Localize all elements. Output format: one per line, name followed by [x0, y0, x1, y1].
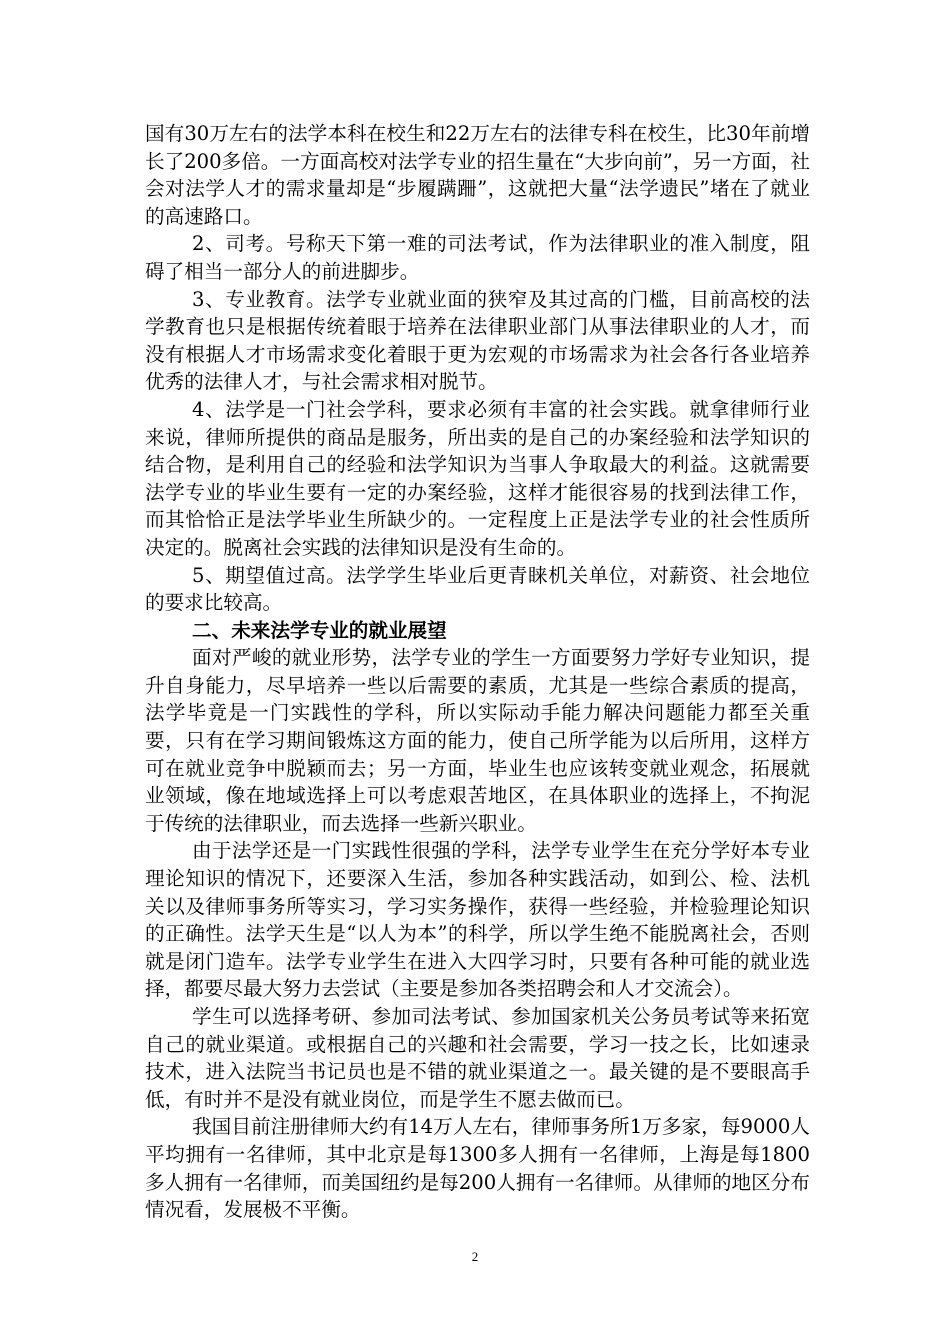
paragraph-lawyer-statistics: 我国目前注册律师大约有14万人左右，律师事务所1万多家，每9000人平均拥有一名律师，其中北京是每1300多人拥有一名律师，上海是每1800多人拥有一名律师，而美国纽约是每200人拥有一名律师。从律师的地区分布情况看，发展极不平衡。 — [145, 1115, 810, 1222]
paragraph-intro: 国有30万左右的法学本科在校生和22万左右的法律专科在校生，比30年前增长了200多倍。一方面高校对法学专业的招生量在“大步向前”，另一方面，社会对法学人才的需求量却是“步履蹒跚”，这就把大量“法学遗民”堵在了就业的高速路口。 — [145, 122, 810, 228]
section-heading: 二、未来法学专业的就业展望 — [192, 618, 447, 642]
page-number: 2 — [471, 1249, 479, 1264]
paragraph-practical-discipline: 由于法学还是一门实践性很强的学科，法学专业学生在充分学好本专业理论知识的情况下，还要深入生活，参加各种实践活动，如到公、检、法机关以及律师事务所等实习，学习实务操作，获得一些经验，并检验理论知识的正确性。法学天生是“以人为本”的科学，所以学生绝不能脱离社会，否则就是闭门造车。法学专业学生在进入大四学习时，只要有各种可能的就业选择，都要尽最大努力去尝试（主要是参加各类招聘会和人才交流会）。 — [145, 839, 810, 1001]
paragraph-high-expectations: 5、期望值过高。法学学生毕业后更青睐机关单位，对薪资、社会地位的要求比较高。 — [145, 563, 810, 615]
document-body — [145, 120, 810, 1224]
paragraph-judicial-exam: 2、司考。号称天下第一难的司法考试，作为法律职业的准入制度，阻碍了相当一部分人的前进脚步。 — [145, 232, 810, 283]
paragraph-professional-education: 3、专业教育。法学专业就业面的狭窄及其过高的门槛，目前高校的法学教育也只是根据传统着眼于培养在法律职业部门从事法律职业的人才，而没有根据人才市场需求变化着眼于更为宏观的市场需求为社会各行各业培养优秀的法律人才，与社会需求相对脱节。 — [145, 287, 810, 394]
paragraph-career-channels: 学生可以选择考研、参加司法考试、参加国家机关公务员考试等来拓宽自己的就业渠道。或根据自己的兴趣和社会需要，学习一技之长，比如速录技术，进入法院当书记员也是不错的就业渠道之一。最关键的是不要眼高手低，有时并不是没有就业岗位，而是学生不愿去做而已。 — [145, 1005, 810, 1111]
paragraph-social-practice: 4、法学是一门社会学科，要求必须有丰富的社会实践。就拿律师行业来说，律师所提供的商品是服务，所出卖的是自己的办案经验和法学知识的结合物，是利用自己的经验和法学知识为当事人争取最大的利益。这就需要法学专业的毕业生要有一定的办案经验，这样才能很容易的找到法律工作，而其恰恰正是法学毕业生所缺少的。一定程度上正是法学专业的社会性质所决定的。脱离社会实践的法律知识是没有生命的。 — [145, 397, 810, 559]
paragraph-employment-situation: 面对严峻的就业形势，法学专业的学生一方面要努力学好专业知识，提升自身能力，尽早培养一些以后需要的素质，尤其是一些综合素质的提高，法学毕竟是一门实践性的学科，所以实际动手能力解决问题能力都至关重要，只有在学习期间锻炼这方面的能力，使自己所学能为以后所用，这样方可在就业竞争中脱颖而去；另一方面，毕业生也应该转变就业观念，拓展就业领域，像在地域选择上可以考虑艰苦地区，在具体职业的选择上，不拘泥于传统的法律职业，而去选择一些新兴职业。 — [145, 646, 810, 835]
